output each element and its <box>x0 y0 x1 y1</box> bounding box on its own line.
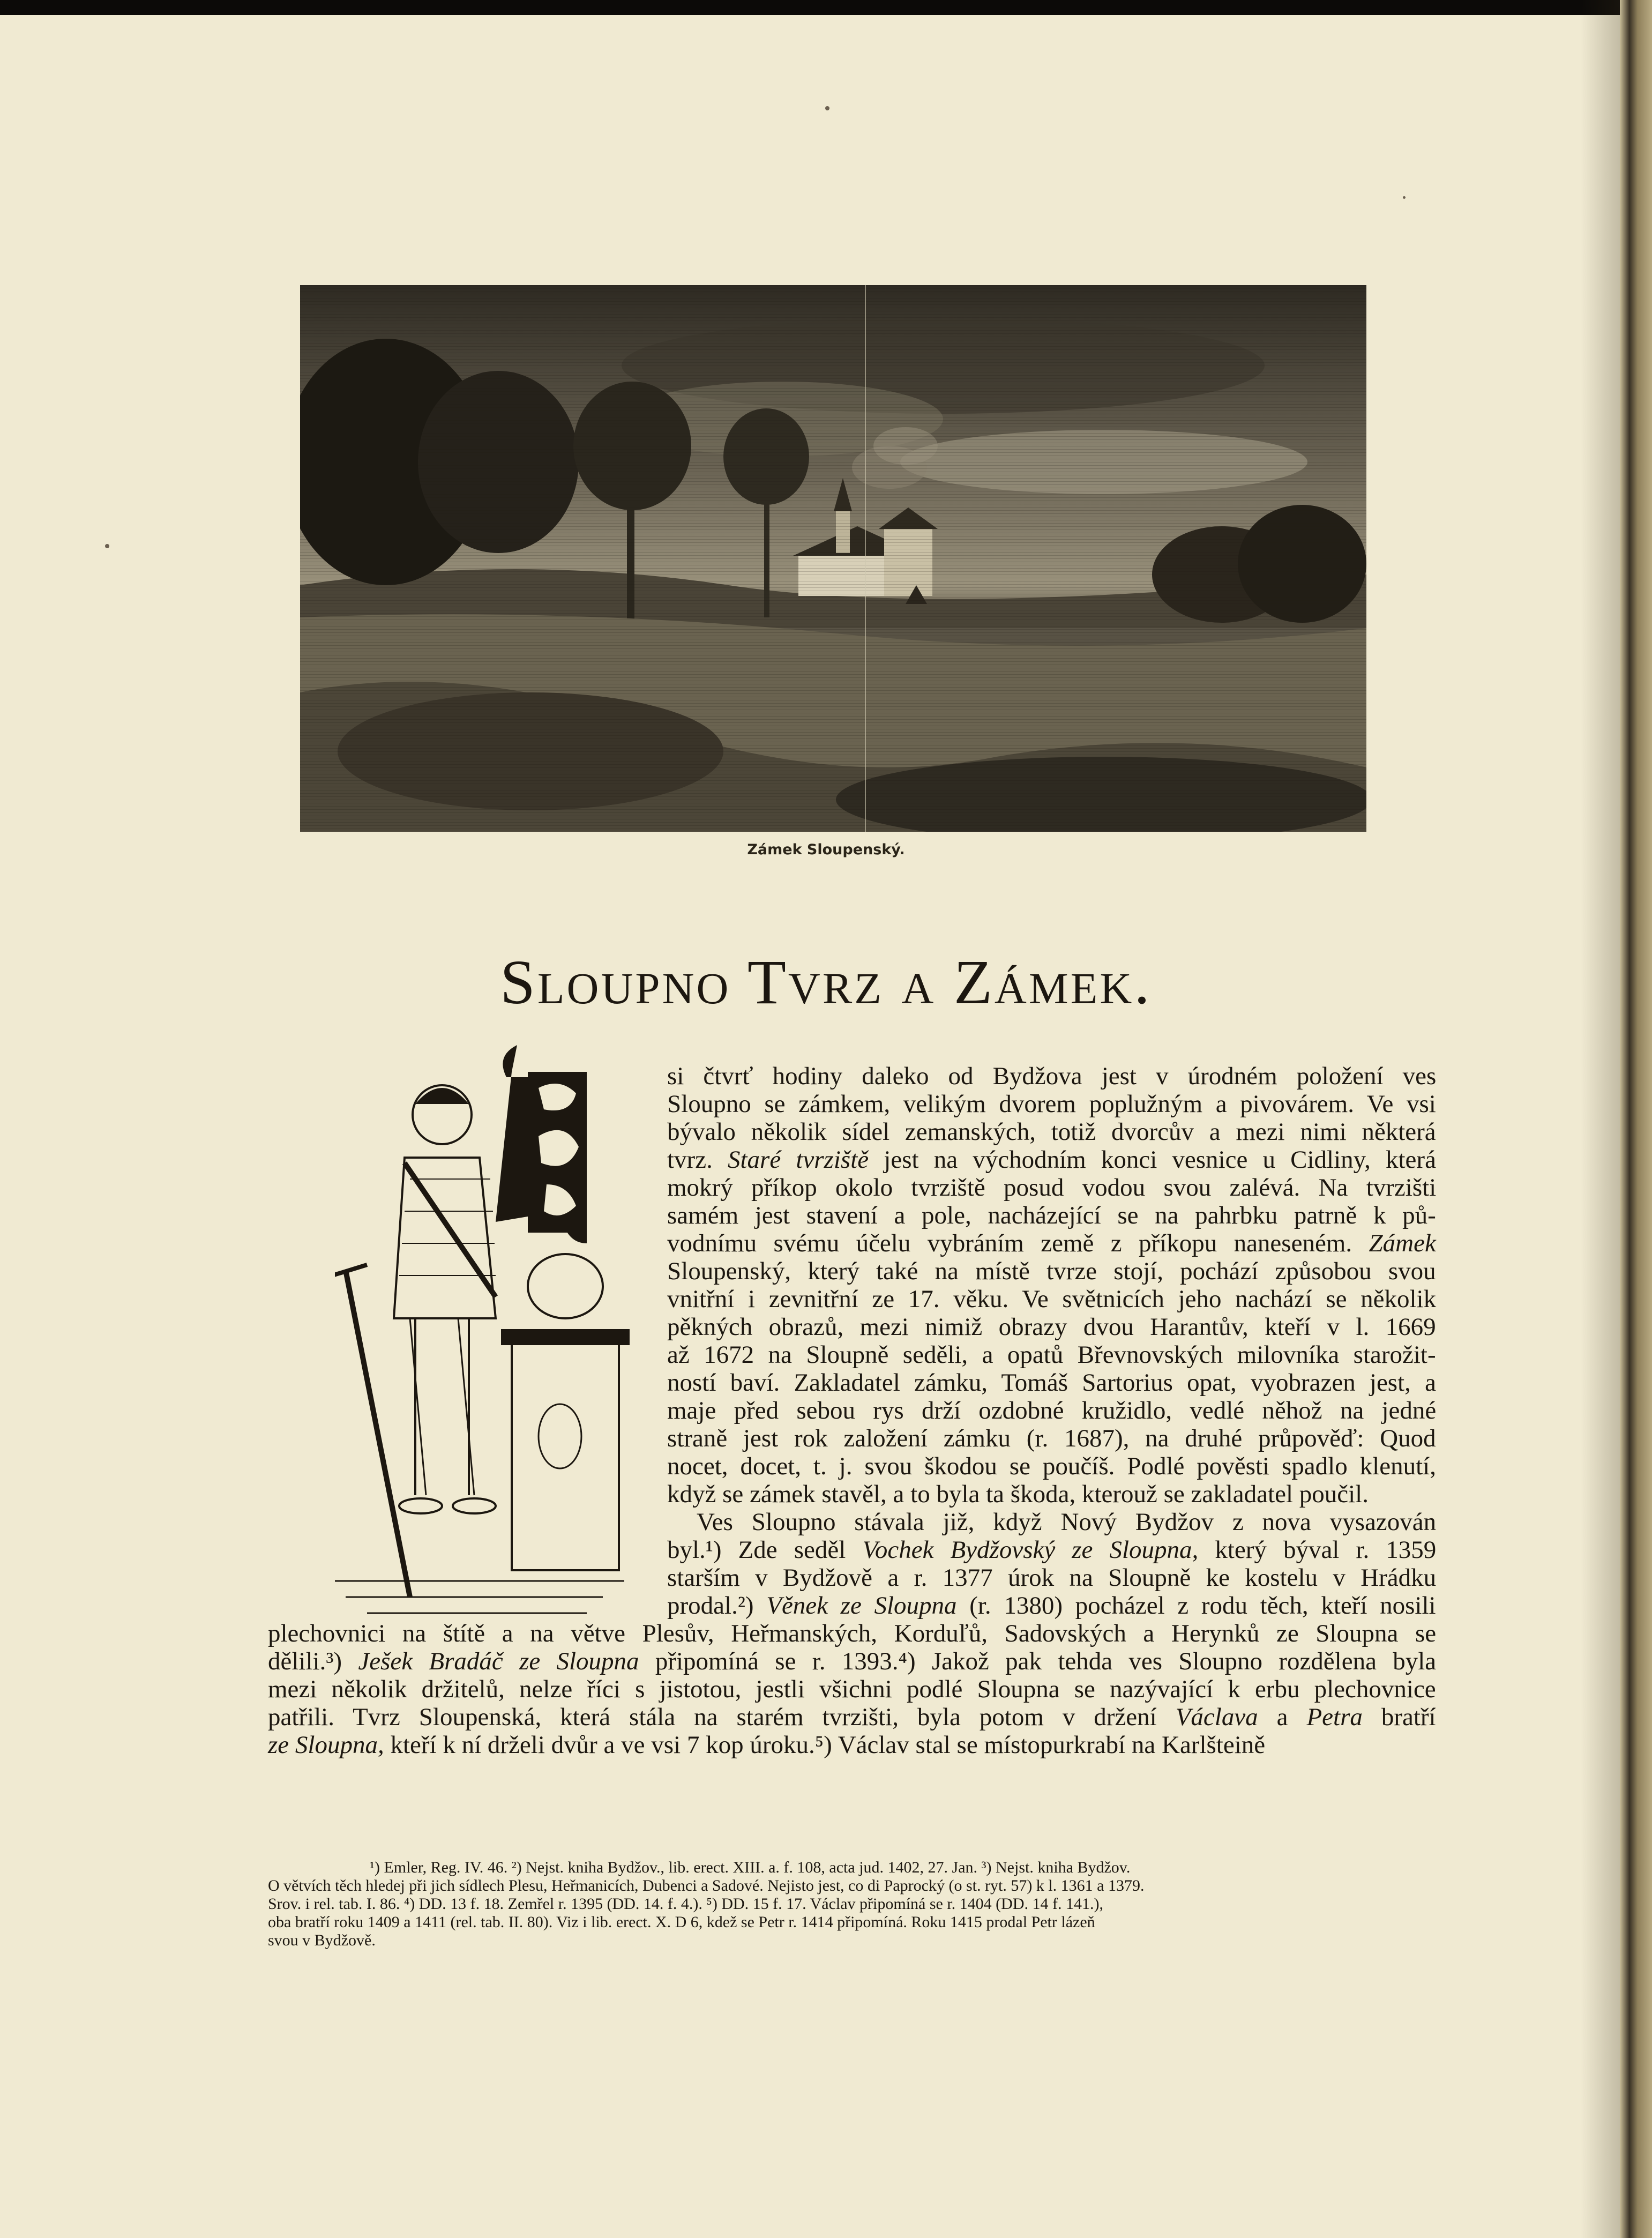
italic-name: Petra <box>1306 1703 1363 1731</box>
text-run: maje před sebou rys drží ozdobné kružidlo, vedlé něhož na jedné <box>667 1397 1437 1424</box>
body-line <box>667 1369 1436 1397</box>
text-run: mokrý příkop okolo tvrziště posud vodou svou zalévá. Na tvrzišti <box>667 1174 1437 1202</box>
text-run: a <box>1258 1703 1307 1731</box>
italic-name: Vochek Bydžovský ze Sloupna, <box>862 1536 1199 1564</box>
footnote-line: Srov. i rel. tab. I. 86. ⁴) DD. 13 f. 18. Zemřel r. 1395 (DD. 14. f. 4.). ⁵) DD. 15 f. 17. Václav připomíná se r. 1404 (DD. 14 f. 141.), <box>268 1895 1103 1913</box>
text-run: (r. 1380) pocházel z rodu těch, kteří nosili <box>956 1592 1436 1620</box>
body-line <box>268 1647 1436 1675</box>
body-line <box>667 1146 1436 1174</box>
text-run: připomíná se r. 1393.⁴) Jakož pak tehda ves Sloupno rozdělena byla <box>639 1647 1437 1675</box>
figure-caption: Zámek Sloupenský. <box>747 841 905 858</box>
text-run: až 1672 na Sloupně seděli, a opatů Břevnovských milovníka starožit- <box>667 1341 1436 1369</box>
italic-name: ze Sloupna, <box>268 1731 384 1759</box>
italic-name: Ješek Bradáč ze Sloupna <box>358 1647 639 1675</box>
body-line <box>268 1675 1436 1703</box>
text-run: straně jest rok založení zámku (r. 1687), na druhé průpověď: Quod <box>667 1424 1436 1452</box>
body-line <box>667 1452 1436 1480</box>
body-line <box>667 1480 1369 1508</box>
text-run: Ves Sloupno stávala již, když Nový Bydžov z nova vysazován <box>697 1508 1437 1536</box>
italic-name: Václava <box>1175 1703 1258 1731</box>
text-run: nocet, docet, t. j. svou škodou se poučíš. Podlé pověsti spadlo klenutí, <box>667 1452 1436 1480</box>
body-line <box>667 1341 1436 1369</box>
body-line <box>667 1397 1436 1424</box>
body-line <box>667 1118 1436 1146</box>
body-line <box>667 1062 1436 1090</box>
paper-speck <box>825 106 829 110</box>
text-run: vodnímu svému účelu vybráním země z příkopu naneseném. <box>667 1229 1369 1257</box>
footnote-line: svou v Bydžově. <box>268 1931 376 1949</box>
body-line <box>667 1536 1436 1564</box>
text-run: bývalo několik sídel zemanských, totiž dvorcův a mezi nimi některá <box>667 1118 1436 1146</box>
castle-engraving <box>300 285 1366 832</box>
body-line <box>667 1257 1436 1285</box>
text-run: Sloupenský, který také na místě tvrze stojí, pochází způsobou svou <box>667 1257 1436 1285</box>
text-run: ností baví. Zakladatel zámku, Tomáš Sartorius opat, vyobrazen jest, a <box>667 1369 1436 1397</box>
knight-figure-art <box>335 1040 678 1635</box>
book-edge <box>1620 0 1652 2238</box>
text-run: který býval r. 1359 <box>1198 1536 1437 1564</box>
text-run: tvrz. <box>667 1146 728 1174</box>
text-run: vnitřní i zevnitřní ze 17. věku. Ve světnicích jeho nachází se několik <box>667 1285 1437 1313</box>
paper-speck <box>1403 196 1406 199</box>
body-line <box>667 1229 1436 1257</box>
body-line <box>667 1313 1436 1341</box>
text-run: samém jest stavení a pole, nacházející se na pahrbku patrně k pů- <box>667 1202 1436 1229</box>
text-run: kteří k ní drželi dvůr a ve vsi 7 kop úroku.⁵) Václav stal se místopurkrabí na Karlšteině <box>384 1731 1266 1759</box>
text-run: mezi několik držitelů, nelze říci s jistotou, jestli všichni podlé Sloupna se nazývající k erbu plechovnice <box>268 1675 1436 1703</box>
body-line <box>667 1090 1436 1118</box>
text-run: když se zámek stavěl, a to byla ta škoda, kterouž se zakladatel poučil. <box>667 1480 1369 1508</box>
text-run: pěkných obrazů, mezi nimiž obrazy dvou Harantův, kteří v l. 1669 <box>667 1313 1436 1341</box>
text-run: Sloupno se zámkem, velikým dvorem poplužným a pivovárem. Ve vsi <box>667 1090 1436 1118</box>
initial-letter-illustration <box>335 1040 678 1635</box>
footnote-line: oba bratří roku 1409 a 1411 (rel. tab. II. 80). Viz i lib. erect. X. D 6, kdež se Petr r. 1414 připomíná. Roku 1415 prodal Petr lázeň <box>268 1913 1095 1931</box>
body-line <box>268 1731 1265 1759</box>
text-run: bratří <box>1362 1703 1436 1731</box>
landscape-engraving-art <box>300 285 1366 832</box>
text-run: patřili. Tvrz Sloupenská, která stála na starém tvrzišti, byla potom v držení <box>268 1703 1176 1731</box>
text-run: plechovnici na štítě a na větve Plesův, Heřmanských, Korduľů, Sadovských a Herynků ze Sloupna se <box>268 1620 1437 1647</box>
page-gutter-shadow <box>1581 0 1620 2238</box>
italic-name: Zámek <box>1369 1229 1436 1257</box>
body-line <box>667 1174 1436 1202</box>
text-run: prodal.²) <box>667 1592 767 1620</box>
italic-name: Věnek ze Sloupna <box>766 1592 957 1620</box>
text-run: dělili.³) <box>268 1647 358 1675</box>
footnote-line: O větvích těch hledej při jich sídlech Plesu, Heřmanicích, Dubenci a Sadové. Nejisto jest, co di Paprocký (o st. ryt. 57) k l. 1361 a 1379. <box>268 1877 1145 1894</box>
text-run: si čtvrť hodiny daleko od Bydžova jest v úrodném položení ves <box>667 1062 1437 1090</box>
text-run: byl.¹) Zde seděl <box>667 1536 863 1564</box>
body-line <box>667 1564 1436 1592</box>
page-title: Sloupno Tvrz a Zámek. <box>500 947 1152 1017</box>
paper-speck <box>105 544 109 548</box>
italic-name: Staré tvrziště <box>727 1146 869 1174</box>
body-line <box>667 1592 1436 1620</box>
body-line <box>268 1620 1436 1647</box>
footnote-line: ¹) Emler, Reg. IV. 46. ²) Nejst. kniha Bydžov., lib. erect. XIII. a. f. 108, acta jud. 1402, 27. Jan. ³) Nejst. kniha Bydžov. <box>370 1859 1131 1876</box>
text-run: jest na východním konci vesnice u Cidliny, která <box>869 1146 1436 1174</box>
body-line <box>667 1285 1436 1313</box>
body-line <box>667 1424 1436 1452</box>
scan-top-border <box>0 0 1652 15</box>
body-line <box>697 1508 1436 1536</box>
text-run: starším v Bydžově a r. 1377 úrok na Sloupně ke kostelu v Hrádku <box>667 1564 1437 1592</box>
body-line <box>268 1703 1436 1731</box>
body-line <box>667 1202 1436 1229</box>
